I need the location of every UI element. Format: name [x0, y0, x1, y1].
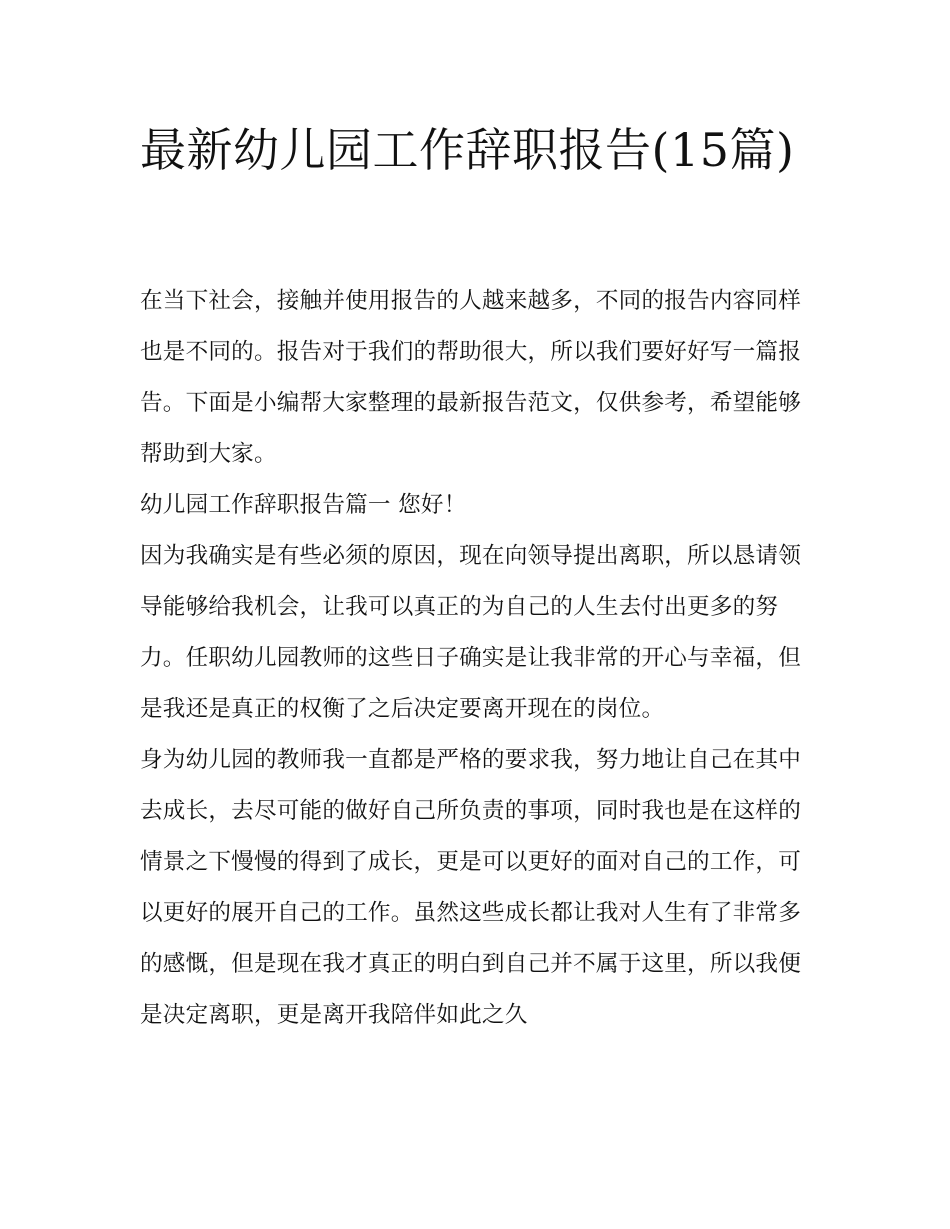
document-body	[140, 276, 816, 1041]
document-title: 最新幼儿园工作辞职报告(15篇)	[140, 123, 795, 177]
intro-paragraph: 在当下社会，接触并使用报告的人越来越多，不同的报告内容同样也是不同的。报告对于我们的帮助很大，所以我们要好好写一篇报告。下面是小编帮大家整理的最新报告范文，仅供参考，希望能够帮助到大家。	[140, 288, 802, 467]
body-paragraph: 身为幼儿园的教师我一直都是严格的要求我，努力地让自己在其中去成长，去尽可能的做好自己所负责的事项，同时我也是在这样的情景之下慢慢的得到了成长，更是可以更好的面对自己的工作，可以更好的展开自己的工作。虽然这些成长都让我对人生有了非常多的感慨，但是现在我才真正的明白到自己并不属于这里，所以我便是决定离职，更是离开我陪伴如此之久	[140, 747, 802, 1028]
body-paragraph: 因为我确实是有些必须的原因，现在向领导提出离职，所以恳请领导能够给我机会，让我可以真正的为自己的人生去付出更多的努力。任职幼儿园教师的这些日子确实是让我非常的开心与幸福，但是我还是真正的权衡了之后决定要离开现在的岗位。	[140, 543, 802, 722]
section-heading-paragraph: 幼儿园工作辞职报告篇一 您好！	[140, 492, 467, 518]
